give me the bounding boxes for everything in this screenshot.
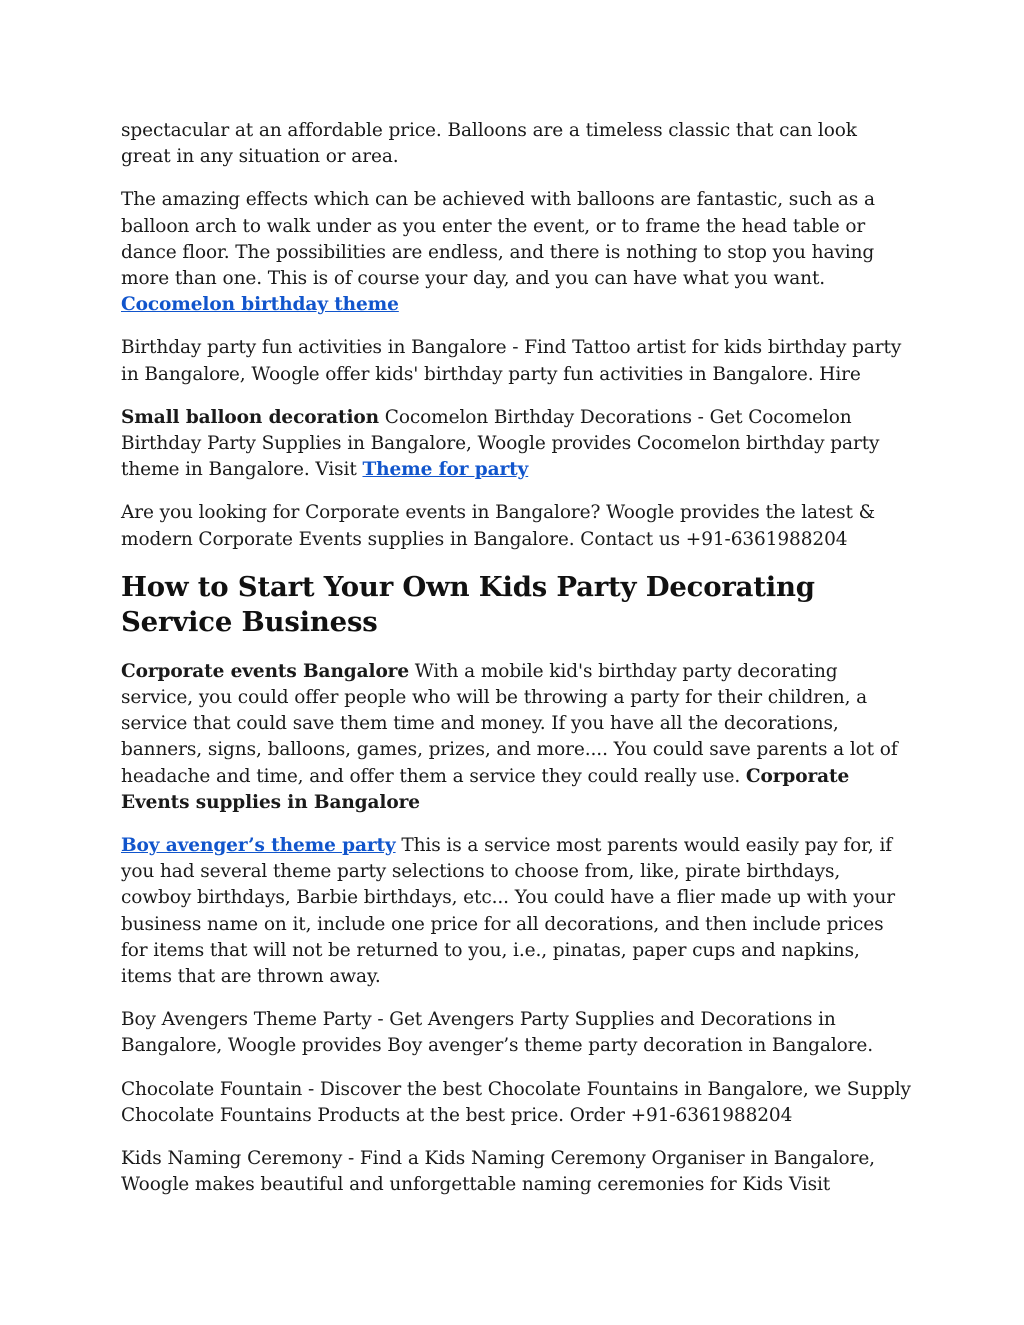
paragraph-text: The amazing effects which can be achieved with balloons are fantastic, such as a balloon arch to walk under as you enter the event, or to frame the head table or dance floor. The possibilities are endless, and there is nothing to stop you having more than one. This is of course your day, and you can have what you want. bbox=[121, 189, 875, 290]
paragraph-text: With a mobile kid's birthday party decorating service, you could offer people who will be throwing a party for their children, a service that could save them time and money. If you have all the decorations, banners, signs, balloons, games, prizes, and more.... You could save parents a lot of headache and time, and offer them a service they could really use. bbox=[121, 660, 898, 787]
paragraph-text: Kids Naming Ceremony - Find a Kids Naming Ceremony Organiser in Bangalore, Woogle makes beautiful and unforgettable naming ceremonies for Kids Visit bbox=[121, 1148, 875, 1196]
paragraph-fun-activities bbox=[121, 335, 911, 387]
paragraph-text: Boy Avengers Theme Party - Get Avengers Party Supplies and Decorations in Bangalore, Woogle provides Boy avenger’s theme party decoration in Bangalore. bbox=[121, 1009, 874, 1057]
paragraph-boy-avenger bbox=[121, 833, 911, 990]
paragraph-small-balloon-decoration bbox=[121, 405, 911, 484]
paragraph-decorating-service bbox=[121, 659, 911, 816]
paragraph-avengers-supplies bbox=[121, 1007, 911, 1059]
paragraph-corporate-events bbox=[121, 500, 911, 552]
paragraph-text: Cocomelon Birthday Decorations - Get Cocomelon Birthday Party Supplies in Bangalore, Woogle provides Cocomelon birthday party theme in Bangalore. Visit bbox=[121, 406, 880, 481]
bold-phrase: Small balloon decoration bbox=[121, 406, 379, 428]
cocomelon-birthday-theme-link[interactable]: Cocomelon birthday theme bbox=[121, 294, 399, 316]
paragraph-text: spectacular at an affordable price. Balloons are a timeless classic that can look great in any situation or area. bbox=[121, 120, 857, 168]
theme-for-party-link[interactable]: Theme for party bbox=[362, 459, 529, 481]
paragraph-naming-ceremony bbox=[121, 1146, 911, 1198]
paragraph-text: Are you looking for Corporate events in Bangalore? Woogle provides the latest & modern Corporate Events supplies in Bangalore. Contact us +91-6361988204 bbox=[121, 502, 876, 550]
paragraph-text: This is a service most parents would easily pay for, if you had several theme party selections to choose from, like, pirate birthdays, cowboy birthdays, Barbie birthdays, etc... You could have a flier made up with your business name on it, include one price for all decorations, and then include prices for items that will not be returned to you, i.e., pinatas, paper cups and napkins, items that are thrown away. bbox=[121, 835, 896, 988]
paragraph-text: Birthday party fun activities in Bangalore - Find Tattoo artist for kids birthday party in Bangalore, Woogle offer kids' birthday party fun activities in Bangalore. Hire bbox=[121, 337, 902, 385]
paragraph-chocolate-fountain bbox=[121, 1077, 911, 1129]
paragraph-balloon-effects bbox=[121, 187, 911, 318]
bold-phrase: Corporate events Bangalore bbox=[121, 660, 409, 682]
bold-phrase-end: Corporate Events supplies in Bangalore bbox=[121, 765, 850, 813]
boy-avengers-theme-party-link[interactable]: Boy avenger’s theme party bbox=[121, 835, 396, 857]
section-heading: How to Start Your Own Kids Party Decorating Service Business bbox=[121, 570, 815, 638]
paragraph-text: Chocolate Fountain - Discover the best Chocolate Fountains in Bangalore, we Supply Chocolate Fountains Products at the best price. Order +91-6361988204 bbox=[121, 1078, 911, 1126]
document-page bbox=[121, 118, 911, 1216]
paragraph-balloons-intro bbox=[121, 118, 911, 170]
